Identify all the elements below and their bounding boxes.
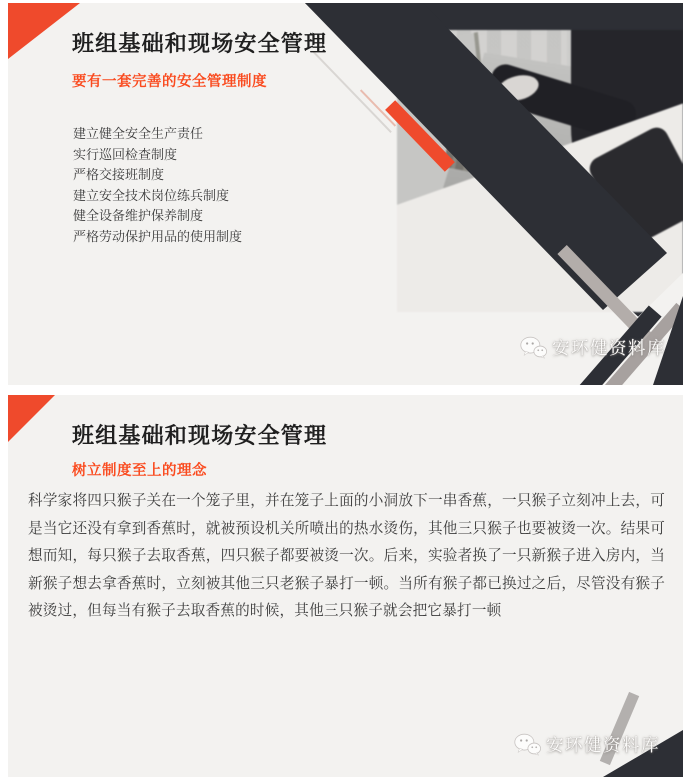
slide-1 bbox=[8, 3, 683, 385]
safety-system-list bbox=[73, 124, 242, 248]
list-item: 建立健全安全生产责任 bbox=[73, 126, 204, 141]
list-item: 严格交接班制度 bbox=[73, 167, 165, 183]
list-item: 实行巡回检查制度 bbox=[73, 146, 178, 162]
monkey-experiment-paragraph: 科学家将四只猴子关在一个笼子里，并在笼子上面的小洞放下一串香蕉，一只猴子立刻冲上去，可是当它还没有拿到香蕉时，就被预设机关所喷出的热水烫伤，其他三只猴子也要被烫一次。结果可想而知，每只猴子去取香蕉，四只猴子都要被烫一次。后来，实验者换了一只新猴子进入房内，当新猴子想去拿香蕉时，立刻被其他三只老猴子暴打一顿。当所有猴子都已换过之后，尽管没有猴子被烫过，但每当有猴子去取香蕉的时候，其他三只猴子就会把它暴打一顿 bbox=[28, 493, 665, 620]
slide-title: 班组基础和现场安全管理 bbox=[72, 423, 328, 448]
watermark bbox=[520, 335, 666, 360]
list-item: 健全设备维护保养制度 bbox=[73, 208, 204, 224]
slide-subtitle: 树立制度至上的理念 bbox=[72, 463, 207, 479]
wechat-icon bbox=[514, 733, 541, 756]
corner-accent-triangle bbox=[8, 3, 80, 59]
slide-title: 班组基础和现场安全管理 bbox=[72, 31, 328, 56]
slide-2 bbox=[8, 395, 683, 777]
list-item: 建立安全技术岗位练兵制度 bbox=[73, 187, 230, 203]
watermark-text: 安环健资料库 bbox=[546, 735, 660, 755]
watermark bbox=[514, 732, 660, 757]
slide-subtitle: 要有一套完善的安全管理制度 bbox=[72, 74, 267, 90]
corner-accent-triangle bbox=[8, 395, 55, 442]
wechat-icon bbox=[520, 336, 547, 359]
watermark-text: 安环健资料库 bbox=[552, 338, 666, 358]
list-item: 严格劳动保护用品的使用制度 bbox=[73, 228, 243, 244]
